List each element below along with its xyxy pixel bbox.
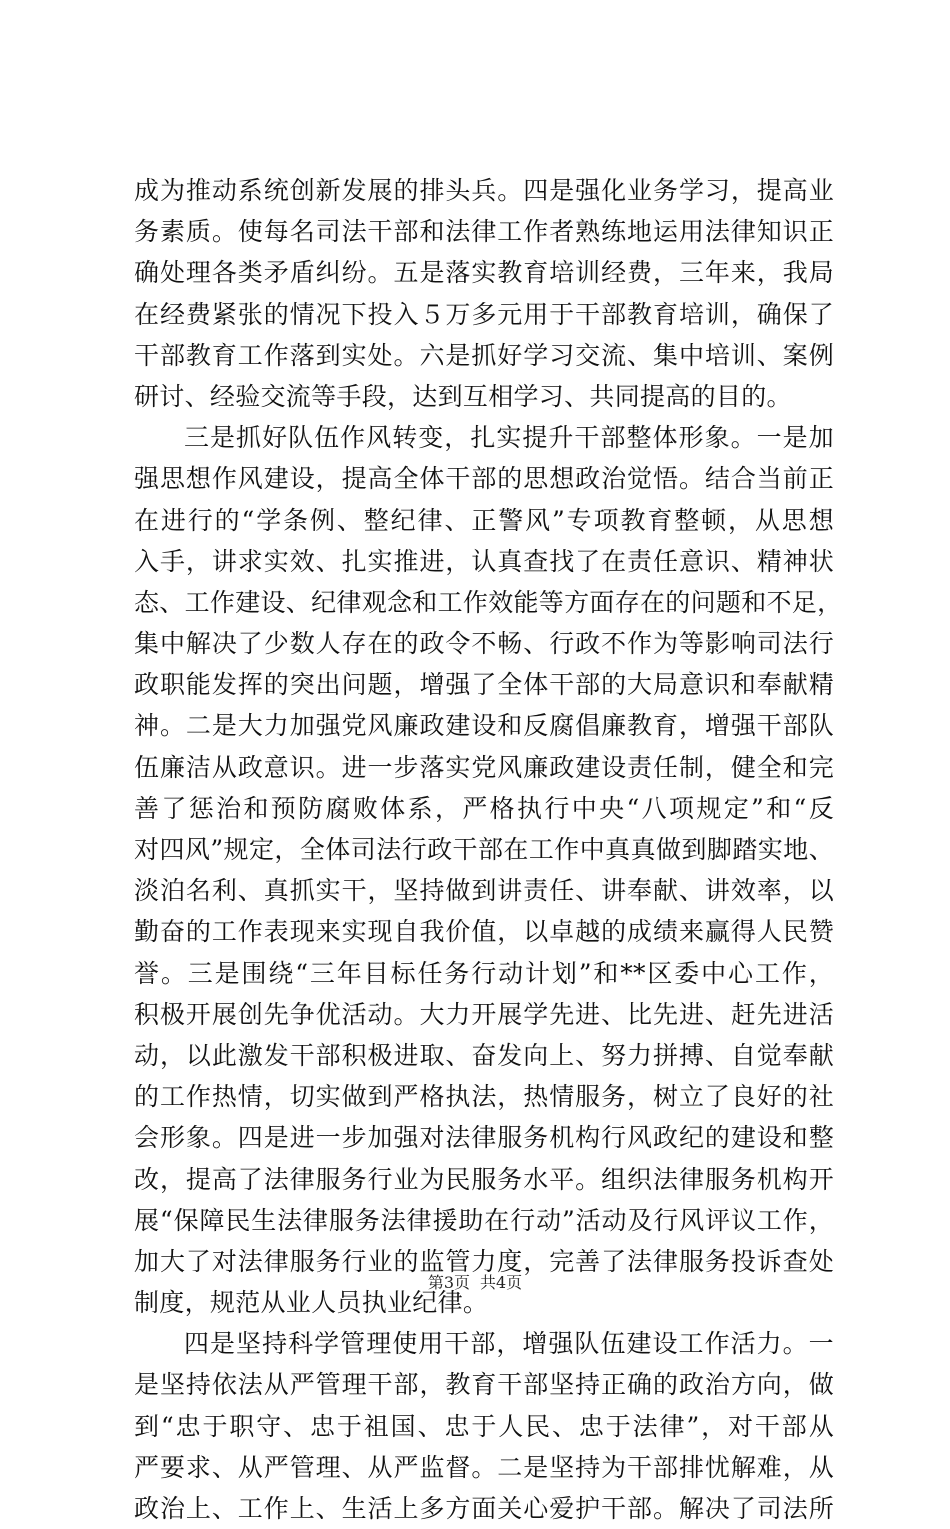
text-line: 的工作热情，切实做到严格执法，热情服务，树立了良好的社: [134, 1082, 834, 1112]
text-line: 展“保障民生法律服务法律援助在行动”活动及行风评议工作，: [134, 1205, 834, 1235]
text-line: 神。二是大力加强党风廉政建设和反腐倡廉教育，增强干部队: [134, 711, 834, 741]
page-total: 共4页: [480, 1273, 523, 1292]
text-line: 制度，规范从业人员执业纪律。: [134, 1288, 489, 1318]
text-line: 积极开展创先争优活动。大力开展学先进、比先进、赶先进活: [134, 999, 834, 1029]
text-line: 干部教育工作落到实处。六是抓好学习交流、集中培训、案例: [134, 340, 834, 370]
text-line: 到“忠于职守、忠于祖国、忠于人民、忠于法律”，对干部从: [134, 1411, 834, 1441]
text-line: 是坚持依法从严管理干部，教育干部坚持正确的政治方向，做: [134, 1370, 834, 1400]
text-line: 入手，讲求实效、扎实推进，认真查找了在责任意识、精神状: [134, 546, 834, 576]
text-line: 研讨、经验交流等手段，达到互相学习、共同提高的目的。: [134, 381, 792, 411]
page-footer: [0, 1270, 950, 1293]
text-line: 政职能发挥的突出问题，增强了全体干部的大局意识和奉献精: [134, 670, 834, 700]
text-line: 集中解决了少数人存在的政令不畅、行政不作为等影响司法行: [134, 629, 834, 659]
document-body: [134, 170, 843, 1529]
paragraph-start-line: 四是坚持科学管理使用干部，增强队伍建设工作活力。一: [184, 1329, 834, 1359]
text-line: 确处理各类矛盾纠纷。五是落实教育培训经费，三年来，我局: [134, 258, 834, 288]
text-line: 淡泊名利、真抓实干，坚持做到讲责任、讲奉献、讲效率，以: [134, 876, 834, 906]
text-line: 誉。三是围绕“三年目标任务行动计划”和**区委中心工作，: [134, 958, 834, 988]
text-line: 态、工作建设、纪律观念和工作效能等方面存在的问题和不足，: [134, 587, 843, 617]
text-line: 成为推动系统创新发展的排头兵。四是强化业务学习，提高业: [134, 176, 834, 205]
text-line: 政治上、工作上、生活上多方面关心爱护干部。解决了司法所: [134, 1494, 834, 1523]
text-line: 勤奋的工作表现来实现自我价值，以卓越的成绩来赢得人民赞: [134, 917, 834, 947]
text-line: 动，以此激发干部积极进取、奋发向上、努力拼搏、自觉奉献: [134, 1040, 834, 1070]
paragraph-start-line: 三是抓好队伍作风转变，扎实提升干部整体形象。一是加: [184, 423, 834, 453]
text-line: 严要求、从严管理、从严监督。二是坚持为干部排忧解难，从: [134, 1452, 834, 1482]
page-number: 第3页: [427, 1273, 470, 1292]
text-line: 改，提高了法律服务行业为民服务水平。组织法律服务机构开: [134, 1164, 834, 1194]
text-line: 务素质。使每名司法干部和法律工作者熟练地运用法律知识正: [134, 217, 834, 247]
text-line: 善了惩治和预防腐败体系，严格执行中央“八项规定”和“反: [134, 793, 834, 823]
text-line: 会形象。四是进一步加强对法律服务机构行风政纪的建设和整: [134, 1123, 834, 1153]
text-line: 强思想作风建设，提高全体干部的思想政治觉悟。结合当前正: [134, 464, 834, 494]
text-line: 对四风”规定，全体司法行政干部在工作中真真做到脚踏实地、: [134, 835, 834, 864]
text-line: 在经费紧张的情况下投入５万多元用于干部教育培训，确保了: [134, 299, 834, 329]
text-line: 伍廉洁从政意识。进一步落实党风廉政建设责任制，健全和完: [134, 752, 834, 782]
text-line: 在进行的“学条例、整纪律、正警风”专项教育整顿，从思想: [134, 505, 834, 535]
text-line: 加大了对法律服务行业的监管力度，完善了法律服务投诉查处: [134, 1246, 834, 1276]
